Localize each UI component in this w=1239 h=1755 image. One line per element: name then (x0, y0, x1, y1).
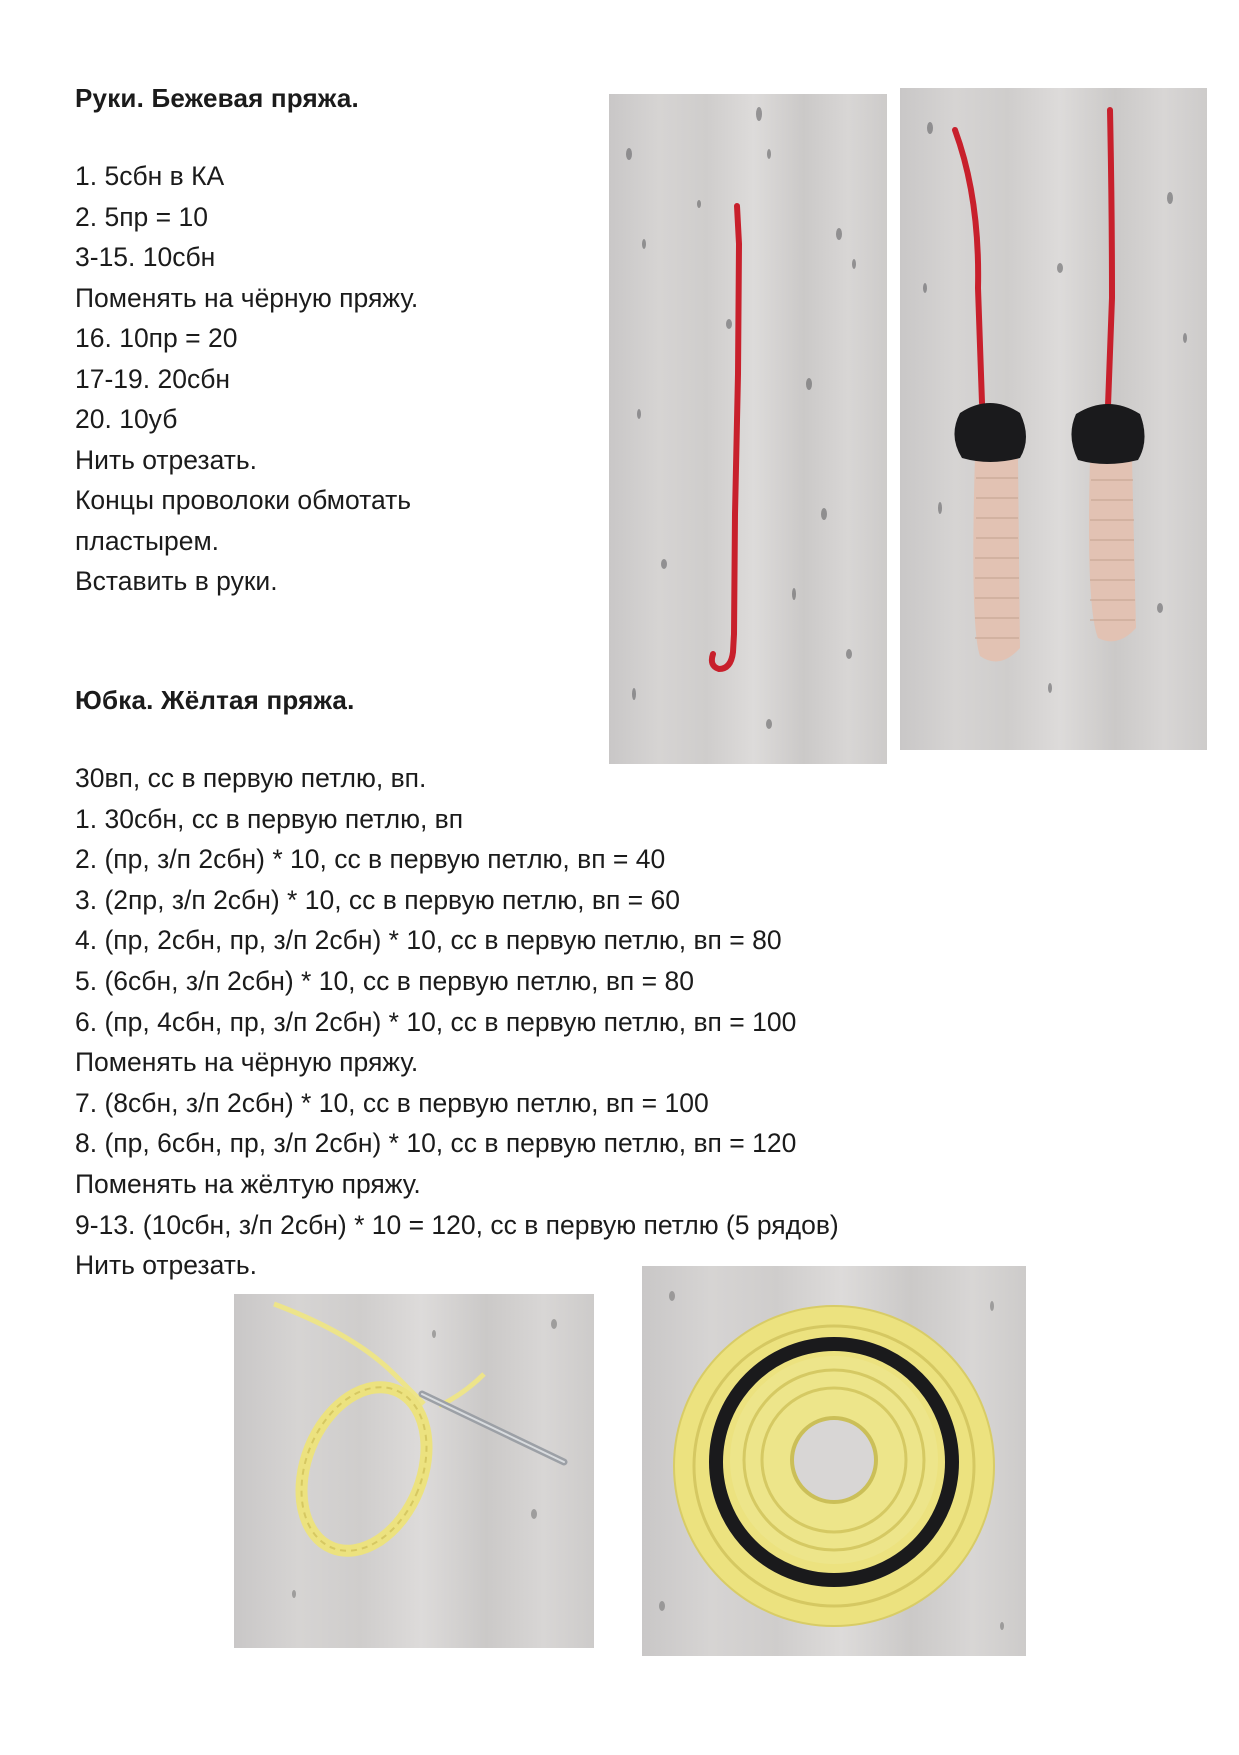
skirt-illustration (642, 1266, 1026, 1656)
left-wire (955, 130, 982, 403)
arms-line: Поменять на чёрную пряжу. (75, 282, 419, 313)
arms-line: 20. 10уб (75, 404, 178, 434)
skirt-line: Поменять на жёлтую пряжу. (75, 1168, 421, 1199)
arms-line: 3-15. 10сбн (75, 242, 216, 272)
skirt-line: Нить отрезать. (75, 1250, 258, 1281)
right-arm-beige (1089, 460, 1136, 641)
chain-ring-illustration (234, 1294, 594, 1648)
skirt-instructions (75, 758, 839, 1286)
right-arm-black (1071, 404, 1144, 464)
skirt-line: 6. (пр, 4сбн, пр, з/п 2сбн) * 10, сс в первую петлю, вп = 100 (75, 1006, 797, 1037)
skirt-line: 30вп, сс в первую петлю, вп. (75, 763, 427, 793)
yarn-tail-2 (439, 1374, 484, 1406)
left-arm-black (954, 403, 1026, 462)
skirt-line: 4. (пр, 2сбн, пр, з/п 2сбн) * 10, сс в первую петлю, вп = 80 (75, 925, 782, 956)
wire-line (712, 206, 739, 669)
arms-illustration (900, 88, 1207, 750)
skirt-line: 5. (6сбн, з/п 2сбн) * 10, сс в первую петлю, вп = 80 (75, 965, 694, 996)
arms-line: 2. 5пр = 10 (75, 201, 208, 232)
arms-photo (900, 88, 1207, 750)
wire-illustration (609, 94, 887, 764)
arms-line: пластырем. (75, 525, 220, 556)
skirt-line: 1. 30сбн, сс в первую петлю, вп (75, 803, 464, 834)
arms-line: Нить отрезать. (75, 444, 258, 475)
arms-line: 17-19. 20сбн (75, 363, 231, 394)
skirt-line: 7. (8сбн, з/п 2сбн) * 10, сс в первую петлю, вп = 100 (75, 1087, 709, 1118)
arms-line: 1. 5сбн в КА (75, 161, 225, 191)
skirt-heading: Юбка. Жёлтая пряжа. (75, 685, 355, 715)
arms-instructions (75, 156, 418, 602)
skirt-photo (642, 1266, 1026, 1656)
arms-line: Вставить в руки. (75, 566, 278, 596)
wire-photo (609, 94, 887, 764)
skirt-line: 3. (2пр, з/п 2сбн) * 10, сс в первую петлю, вп = 60 (75, 884, 680, 915)
skirt-line: 9-13. (10сбн, з/п 2сбн) * 10 = 120, сс в первую петлю (5 рядов) (75, 1209, 839, 1240)
arms-line: 16. 10пр = 20 (75, 323, 238, 353)
chain-ring-photo (234, 1294, 594, 1648)
skirt-line: Поменять на чёрную пряжу. (75, 1047, 419, 1078)
skirt-line: 2. (пр, з/п 2сбн) * 10, сс в первую петлю, вп = 40 (75, 844, 666, 875)
right-wire (1108, 110, 1112, 406)
arms-line: Концы проволоки обмотать (75, 485, 412, 515)
skirt-line: 8. (пр, 6сбн, пр, з/п 2сбн) * 10, сс в первую петлю, вп = 120 (75, 1128, 797, 1159)
arms-heading: Руки. Бежевая пряжа. (75, 83, 359, 113)
